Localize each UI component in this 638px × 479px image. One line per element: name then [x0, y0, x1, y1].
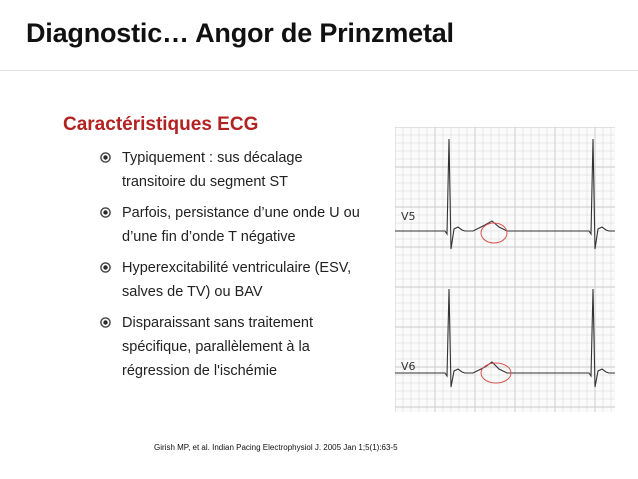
- bullet-line: transitoire du segment ST: [122, 174, 289, 190]
- slide-title: Diagnostic… Angor de Prinzmetal: [26, 18, 454, 48]
- ecg-trace-v5: [395, 139, 615, 249]
- circle-bullet-icon: [100, 317, 111, 328]
- bullet-line: Hyperexcitabilité ventriculaire (ESV,: [122, 260, 352, 276]
- bullet-line: Parfois, persistance d’une onde U ou: [122, 205, 360, 221]
- circle-bullet-icon: [100, 207, 111, 218]
- bullet-item: [96, 256, 396, 304]
- bullet-list: [96, 146, 396, 390]
- bullet-item: [96, 146, 396, 194]
- ecg-grid: [395, 127, 615, 412]
- bullet-line: d’une fin d’onde T négative: [122, 229, 296, 245]
- ecg-lead-label-v5: V5: [401, 210, 416, 223]
- circle-bullet-icon: [100, 262, 111, 273]
- ecg-lead-label-v6: V6: [401, 360, 416, 373]
- bullet-line: Typiquement : sus décalage: [122, 150, 303, 166]
- bullet-item: [96, 201, 396, 249]
- ecg-strip-image: [395, 127, 615, 412]
- ecg-trace-v6: [395, 289, 615, 387]
- citation-reference: Girish MP, et al. Indian Pacing Electrophysiol J. 2005 Jan 1;5(1):63-5: [154, 443, 398, 452]
- bullet-item: [96, 311, 396, 383]
- circle-bullet-icon: [100, 152, 111, 163]
- bullet-line: salves de TV) ou BAV: [122, 284, 263, 300]
- section-heading: Caractéristiques ECG: [63, 114, 259, 135]
- st-segment-highlight-v5: [481, 223, 507, 243]
- bullet-line: spécifique, parallèlement à la: [122, 339, 310, 355]
- title-divider: [0, 70, 638, 71]
- bullet-line: régression de l'ischémie: [122, 363, 278, 379]
- bullet-line: Disparaissant sans traitement: [122, 315, 313, 331]
